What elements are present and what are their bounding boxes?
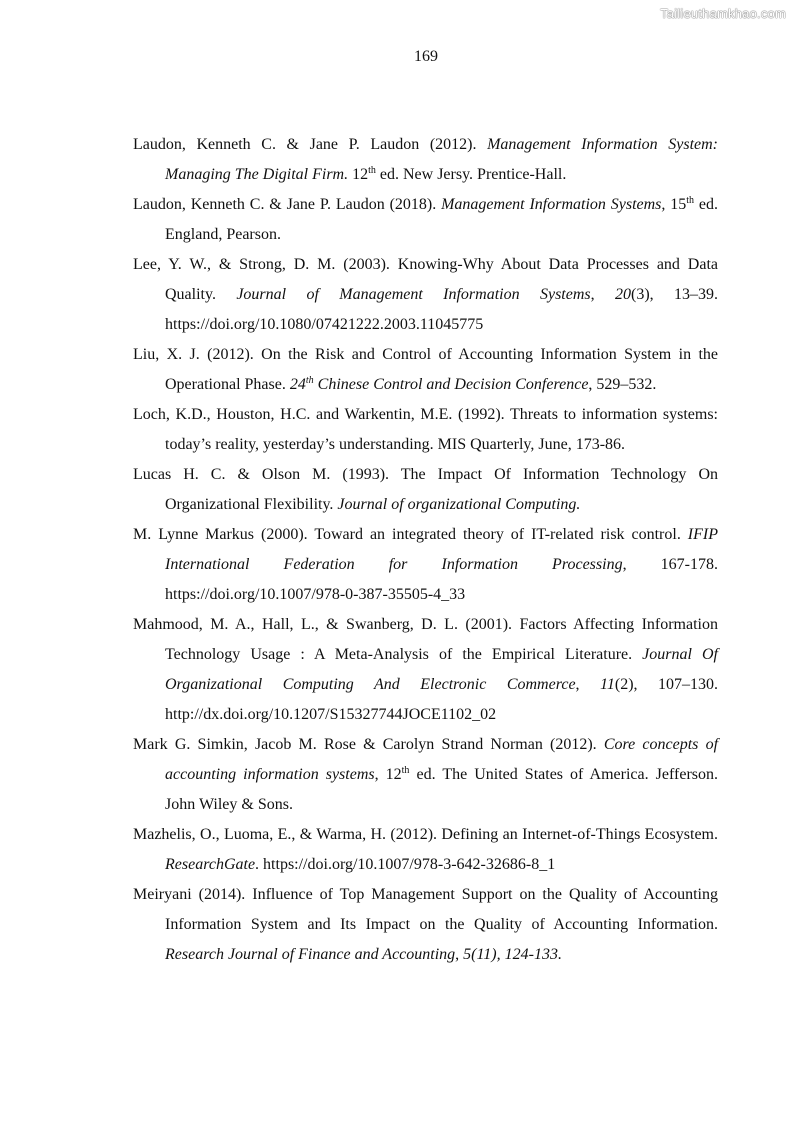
reference-meiryani-2014: Meiryani (2014). Influence of Top Management Support on the Quality of Accounting Information System and Its Impact on the Quality of Accounting Information. Research Journal of Finance and Accounting, 5(11), 124-133. — [133, 886, 718, 963]
reference-mahmood-2001: Mahmood, M. A., Hall, L., & Swanberg, D. L. (2001). Factors Affecting Information Technology Usage : A Meta-Analysis of the Empirical Literature. Journal Of Organizational Computing And Electronic Commerce, 11(2), 107–130. http://dx.doi.org/10.1207/S15327744JOCE1102_02 — [133, 616, 719, 723]
reference-list — [133, 130, 718, 970]
reference-laudon-2018: Laudon, Kenneth C. & Jane P. Laudon (2018). Management Information Systems, 15th ed. England, Pearson. — [133, 195, 719, 243]
reference-lucas-1993: Lucas H. C. & Olson M. (1993). The Impact Of Information Technology On Organizational Flexibility. Journal of organizational Computing. — [133, 466, 718, 513]
page-number: 169 — [414, 48, 438, 65]
reference-loch-1992: Loch, K.D., Houston, H.C. and Warkentin, M.E. (1992). Threats to information systems: today’s reality, yesterday’s understanding. MIS Quarterly, June, 173-86. — [133, 406, 718, 453]
reference-laudon-2012: Laudon, Kenneth C. & Jane P. Laudon (2012). Management Information System: Managing The Digital Firm. 12th ed. New Jersy. Prentice-Hall. — [133, 136, 719, 183]
reference-mazhelis-2012: Mazhelis, O., Luoma, E., & Warma, H. (2012). Defining an Internet-of-Things Ecosystem. ResearchGate. https://doi.org/10.1007/978-3-642-32686-8_1 — [133, 826, 718, 873]
reference-liu-2012: Liu, X. J. (2012). On the Risk and Control of Accounting Information System in the Operational Phase. 24th Chinese Control and Decision Conference, 529–532. — [133, 346, 718, 393]
reference-markus-2000: M. Lynne Markus (2000). Toward an integrated theory of IT-related risk control. IFIP International Federation for Information Processing, 167-178. https://doi.org/10.1007/978-0-387-35505-4_33 — [133, 526, 719, 603]
reference-lee-2003: Lee, Y. W., & Strong, D. M. (2003). Knowing-Why About Data Processes and Data Quality. Journal of Management Information Systems, 20(3), 13–39. https://doi.org/10.1080/07421222.2003.11045775 — [133, 256, 719, 333]
watermark: Tailieuthamkhao.com — [660, 6, 786, 21]
reference-simkin-2012: Mark G. Simkin, Jacob M. Rose & Carolyn Strand Norman (2012). Core concepts of accounting information systems, 12th ed. The United States of America. Jefferson. John Wiley & Sons. — [133, 736, 719, 813]
